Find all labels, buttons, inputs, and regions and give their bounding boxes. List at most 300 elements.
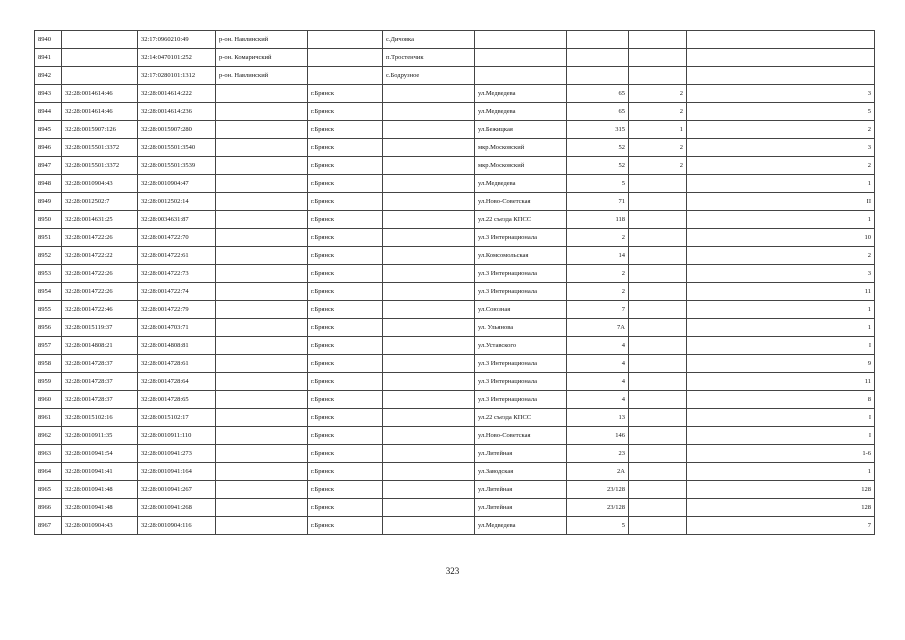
- apartment-cell: 8: [687, 391, 875, 409]
- row-number-cell: 8940: [35, 31, 62, 49]
- row-number-cell: 8952: [35, 247, 62, 265]
- city-cell: [308, 31, 383, 49]
- row-number-cell: 8967: [35, 517, 62, 535]
- table-row: [35, 85, 875, 103]
- settlement-cell: [383, 481, 475, 499]
- parent-cadastral-number-cell: 32:28:0015102:16: [62, 409, 138, 427]
- building-cell: 2: [629, 139, 687, 157]
- house-number-cell: 13: [567, 409, 629, 427]
- cadastral-number-cell: 32:28:0010904:116: [138, 517, 216, 535]
- city-cell: г.Брянск: [308, 211, 383, 229]
- row-number-cell: 8963: [35, 445, 62, 463]
- house-number-cell: 65: [567, 103, 629, 121]
- page-number: 323: [445, 566, 460, 576]
- apartment-cell: 128: [687, 481, 875, 499]
- table-row: [35, 373, 875, 391]
- street-cell: ул.22 съезда КПСС: [475, 409, 567, 427]
- parent-cadastral-number-cell: 32:28:0014631:25: [62, 211, 138, 229]
- apartment-cell: 1: [687, 211, 875, 229]
- building-cell: [629, 481, 687, 499]
- district-cell: р-он. Навлинский: [216, 67, 308, 85]
- house-number-cell: 146: [567, 427, 629, 445]
- table-row: [35, 193, 875, 211]
- house-number-cell: 118: [567, 211, 629, 229]
- row-number-cell: 8950: [35, 211, 62, 229]
- city-cell: г.Брянск: [308, 445, 383, 463]
- settlement-cell: [383, 301, 475, 319]
- house-number-cell: 65: [567, 85, 629, 103]
- cadastral-number-cell: 32:28:0015102:17: [138, 409, 216, 427]
- house-number-cell: [567, 67, 629, 85]
- parent-cadastral-number-cell: 32:28:0014722:26: [62, 265, 138, 283]
- table-row: [35, 121, 875, 139]
- house-number-cell: 4: [567, 337, 629, 355]
- row-number-cell: 8959: [35, 373, 62, 391]
- parent-cadastral-number-cell: 32:28:0015501:3372: [62, 157, 138, 175]
- district-cell: [216, 445, 308, 463]
- city-cell: г.Брянск: [308, 85, 383, 103]
- table-row: [35, 481, 875, 499]
- house-number-cell: 71: [567, 193, 629, 211]
- parent-cadastral-number-cell: 32:28:0014614:46: [62, 85, 138, 103]
- district-cell: [216, 409, 308, 427]
- house-number-cell: 4: [567, 355, 629, 373]
- district-cell: [216, 517, 308, 535]
- city-cell: г.Брянск: [308, 265, 383, 283]
- building-cell: [629, 319, 687, 337]
- apartment-cell: 10: [687, 229, 875, 247]
- settlement-cell: [383, 193, 475, 211]
- street-cell: ул.Ново-Советская: [475, 427, 567, 445]
- cadastral-number-cell: 32:28:0014703:71: [138, 319, 216, 337]
- apartment-cell: 2: [687, 157, 875, 175]
- building-cell: 1: [629, 121, 687, 139]
- table-row: [35, 391, 875, 409]
- house-number-cell: 23: [567, 445, 629, 463]
- settlement-cell: [383, 265, 475, 283]
- table-row: [35, 355, 875, 373]
- settlement-cell: [383, 157, 475, 175]
- parent-cadastral-number-cell: 32:28:0010904:43: [62, 175, 138, 193]
- cadastral-number-cell: 32:28:0014728:61: [138, 355, 216, 373]
- city-cell: г.Брянск: [308, 355, 383, 373]
- street-cell: ул.Медведева: [475, 85, 567, 103]
- parent-cadastral-number-cell: 32:28:0014728:37: [62, 373, 138, 391]
- row-number-cell: 8965: [35, 481, 62, 499]
- street-cell: ул.22 съезда КПСС: [475, 211, 567, 229]
- apartment-cell: I: [687, 337, 875, 355]
- cadastral-number-cell: 32:28:0012502:14: [138, 193, 216, 211]
- settlement-cell: [383, 121, 475, 139]
- building-cell: [629, 301, 687, 319]
- house-number-cell: 14: [567, 247, 629, 265]
- district-cell: [216, 499, 308, 517]
- settlement-cell: [383, 409, 475, 427]
- cadastral-number-cell: 32:14:0470101:252: [138, 49, 216, 67]
- settlement-cell: п.Тростенчик: [383, 49, 475, 67]
- city-cell: [308, 67, 383, 85]
- street-cell: ул.3 Интернационала: [475, 373, 567, 391]
- district-cell: [216, 355, 308, 373]
- parent-cadastral-number-cell: 32:28:0014722:26: [62, 229, 138, 247]
- house-number-cell: 2: [567, 229, 629, 247]
- row-number-cell: 8944: [35, 103, 62, 121]
- table-row: [35, 175, 875, 193]
- apartment-cell: 9: [687, 355, 875, 373]
- settlement-cell: [383, 517, 475, 535]
- parent-cadastral-number-cell: 32:28:0010941:54: [62, 445, 138, 463]
- building-cell: [629, 463, 687, 481]
- street-cell: ул.Уставского: [475, 337, 567, 355]
- apartment-cell: 2: [687, 247, 875, 265]
- row-number-cell: 8961: [35, 409, 62, 427]
- building-cell: [629, 175, 687, 193]
- district-cell: [216, 481, 308, 499]
- cadastral-number-cell: 32:28:0014728:64: [138, 373, 216, 391]
- building-cell: [629, 355, 687, 373]
- row-number-cell: 8947: [35, 157, 62, 175]
- district-cell: [216, 193, 308, 211]
- district-cell: [216, 229, 308, 247]
- street-cell: мкр.Московский: [475, 139, 567, 157]
- building-cell: 2: [629, 85, 687, 103]
- table-row: [35, 409, 875, 427]
- house-number-cell: 2А: [567, 463, 629, 481]
- district-cell: [216, 319, 308, 337]
- row-number-cell: 8955: [35, 301, 62, 319]
- district-cell: [216, 265, 308, 283]
- table-row: [35, 265, 875, 283]
- parent-cadastral-number-cell: 32:28:0012502:7: [62, 193, 138, 211]
- row-number-cell: 8954: [35, 283, 62, 301]
- cadastral-number-cell: 32:28:0015501:3539: [138, 157, 216, 175]
- district-cell: [216, 463, 308, 481]
- city-cell: г.Брянск: [308, 409, 383, 427]
- settlement-cell: [383, 391, 475, 409]
- city-cell: г.Брянск: [308, 247, 383, 265]
- cadastral-number-cell: 32:28:0014614:236: [138, 103, 216, 121]
- row-number-cell: 8957: [35, 337, 62, 355]
- building-cell: [629, 31, 687, 49]
- house-number-cell: 2: [567, 283, 629, 301]
- house-number-cell: 4: [567, 391, 629, 409]
- street-cell: ул.Литейная: [475, 445, 567, 463]
- row-number-cell: 8960: [35, 391, 62, 409]
- city-cell: г.Брянск: [308, 463, 383, 481]
- settlement-cell: [383, 247, 475, 265]
- table-row: [35, 157, 875, 175]
- building-cell: [629, 67, 687, 85]
- city-cell: г.Брянск: [308, 139, 383, 157]
- apartment-cell: 1-6: [687, 445, 875, 463]
- settlement-cell: [383, 139, 475, 157]
- row-number-cell: 8956: [35, 319, 62, 337]
- district-cell: р-он. Навлинский: [216, 31, 308, 49]
- table-row: [35, 283, 875, 301]
- city-cell: г.Брянск: [308, 193, 383, 211]
- district-cell: [216, 427, 308, 445]
- building-cell: [629, 283, 687, 301]
- cadastral-number-cell: 32:17:0280101:1312: [138, 67, 216, 85]
- cadastral-number-cell: 32:28:0014722:79: [138, 301, 216, 319]
- apartment-cell: 5: [687, 103, 875, 121]
- street-cell: мкр.Московский: [475, 157, 567, 175]
- street-cell: ул.Союзная: [475, 301, 567, 319]
- building-cell: [629, 427, 687, 445]
- house-number-cell: 315: [567, 121, 629, 139]
- building-cell: 2: [629, 103, 687, 121]
- house-number-cell: 7: [567, 301, 629, 319]
- street-cell: ул.3 Интернационала: [475, 283, 567, 301]
- city-cell: г.Брянск: [308, 481, 383, 499]
- district-cell: [216, 121, 308, 139]
- apartment-cell: 3: [687, 265, 875, 283]
- house-number-cell: 23/128: [567, 499, 629, 517]
- table-row: [35, 463, 875, 481]
- building-cell: [629, 409, 687, 427]
- city-cell: [308, 49, 383, 67]
- table-row: [35, 499, 875, 517]
- house-number-cell: [567, 31, 629, 49]
- city-cell: г.Брянск: [308, 157, 383, 175]
- apartment-cell: 2: [687, 121, 875, 139]
- district-cell: [216, 337, 308, 355]
- house-number-cell: 4: [567, 373, 629, 391]
- apartment-cell: 1: [687, 463, 875, 481]
- table-row: [35, 247, 875, 265]
- apartment-cell: [687, 49, 875, 67]
- apartment-cell: 128: [687, 499, 875, 517]
- apartment-cell: I: [687, 427, 875, 445]
- building-cell: [629, 211, 687, 229]
- apartment-cell: 1: [687, 175, 875, 193]
- row-number-cell: 8964: [35, 463, 62, 481]
- district-cell: [216, 247, 308, 265]
- table-row: [35, 229, 875, 247]
- building-cell: [629, 337, 687, 355]
- cadastral-number-cell: 32:28:0015501:3540: [138, 139, 216, 157]
- settlement-cell: [383, 85, 475, 103]
- building-cell: [629, 445, 687, 463]
- apartment-cell: 7: [687, 517, 875, 535]
- street-cell: ул.3 Интернационала: [475, 391, 567, 409]
- table-row: [35, 103, 875, 121]
- cadastral-number-cell: 32:17:0960210:49: [138, 31, 216, 49]
- apartment-cell: 3: [687, 139, 875, 157]
- street-cell: ул.3 Интернационала: [475, 265, 567, 283]
- parent-cadastral-number-cell: [62, 49, 138, 67]
- settlement-cell: [383, 283, 475, 301]
- settlement-cell: [383, 355, 475, 373]
- street-cell: ул.Ново-Советская: [475, 193, 567, 211]
- city-cell: г.Брянск: [308, 103, 383, 121]
- building-cell: [629, 193, 687, 211]
- settlement-cell: [383, 319, 475, 337]
- city-cell: г.Брянск: [308, 427, 383, 445]
- table-row: [35, 337, 875, 355]
- apartment-cell: [687, 67, 875, 85]
- row-number-cell: 8943: [35, 85, 62, 103]
- city-cell: г.Брянск: [308, 175, 383, 193]
- table-row: [35, 139, 875, 157]
- parent-cadastral-number-cell: 32:28:0015907:126: [62, 121, 138, 139]
- city-cell: г.Брянск: [308, 301, 383, 319]
- settlement-cell: [383, 229, 475, 247]
- street-cell: ул.Заводская: [475, 463, 567, 481]
- row-number-cell: 8942: [35, 67, 62, 85]
- house-number-cell: 7А: [567, 319, 629, 337]
- house-number-cell: 52: [567, 139, 629, 157]
- row-number-cell: 8949: [35, 193, 62, 211]
- cadastral-number-cell: 32:28:0010941:273: [138, 445, 216, 463]
- table-row: [35, 49, 875, 67]
- city-cell: г.Брянск: [308, 283, 383, 301]
- building-cell: [629, 247, 687, 265]
- cadastral-number-cell: 32:28:0014722:73: [138, 265, 216, 283]
- parent-cadastral-number-cell: 32:28:0010941:41: [62, 463, 138, 481]
- settlement-cell: [383, 373, 475, 391]
- building-cell: [629, 373, 687, 391]
- row-number-cell: 8945: [35, 121, 62, 139]
- city-cell: г.Брянск: [308, 319, 383, 337]
- table-row: [35, 67, 875, 85]
- apartment-cell: 11: [687, 283, 875, 301]
- parent-cadastral-number-cell: 32:28:0014722:46: [62, 301, 138, 319]
- apartment-cell: 11: [687, 373, 875, 391]
- settlement-cell: [383, 175, 475, 193]
- parent-cadastral-number-cell: 32:28:0010941:48: [62, 499, 138, 517]
- apartment-cell: 3: [687, 85, 875, 103]
- street-cell: ул.3 Интернационала: [475, 355, 567, 373]
- cadastral-number-cell: 32:28:0014722:74: [138, 283, 216, 301]
- cadastral-number-cell: 32:28:0014722:70: [138, 229, 216, 247]
- house-number-cell: 23/128: [567, 481, 629, 499]
- settlement-cell: [383, 499, 475, 517]
- settlement-cell: [383, 463, 475, 481]
- cadastral-number-cell: 32:28:0010904:47: [138, 175, 216, 193]
- cadastral-number-cell: 32:28:0010941:268: [138, 499, 216, 517]
- building-cell: [629, 265, 687, 283]
- building-cell: [629, 517, 687, 535]
- table-row: [35, 427, 875, 445]
- street-cell: ул.Литейная: [475, 499, 567, 517]
- table-row: [35, 517, 875, 535]
- settlement-cell: [383, 103, 475, 121]
- apartment-cell: 1: [687, 319, 875, 337]
- building-cell: [629, 391, 687, 409]
- district-cell: [216, 139, 308, 157]
- settlement-cell: с.Дичовка: [383, 31, 475, 49]
- cadastral-number-cell: 32:28:0014614:222: [138, 85, 216, 103]
- house-number-cell: 2: [567, 265, 629, 283]
- parent-cadastral-number-cell: 32:28:0014722:26: [62, 283, 138, 301]
- table-row: [35, 211, 875, 229]
- parent-cadastral-number-cell: 32:28:0014728:37: [62, 355, 138, 373]
- settlement-cell: [383, 445, 475, 463]
- cadastral-number-cell: 32:28:0015907:280: [138, 121, 216, 139]
- district-cell: [216, 373, 308, 391]
- parent-cadastral-number-cell: 32:28:0014614:46: [62, 103, 138, 121]
- cadastral-number-cell: 32:28:0014808:81: [138, 337, 216, 355]
- street-cell: [475, 31, 567, 49]
- building-cell: 2: [629, 157, 687, 175]
- street-cell: ул. Ульянова: [475, 319, 567, 337]
- settlement-cell: с.Бодрузное: [383, 67, 475, 85]
- row-number-cell: 8962: [35, 427, 62, 445]
- row-number-cell: 8941: [35, 49, 62, 67]
- cadastral-number-cell: 32:28:0010911:110: [138, 427, 216, 445]
- row-number-cell: 8953: [35, 265, 62, 283]
- parent-cadastral-number-cell: 32:28:0010911:35: [62, 427, 138, 445]
- city-cell: г.Брянск: [308, 391, 383, 409]
- district-cell: [216, 211, 308, 229]
- city-cell: г.Брянск: [308, 373, 383, 391]
- registry-table: [34, 30, 875, 535]
- street-cell: ул.Бежицкая: [475, 121, 567, 139]
- street-cell: ул.Медведева: [475, 103, 567, 121]
- apartment-cell: II: [687, 193, 875, 211]
- cadastral-number-cell: 32:28:0034631:87: [138, 211, 216, 229]
- city-cell: г.Брянск: [308, 121, 383, 139]
- table-row: [35, 31, 875, 49]
- parent-cadastral-number-cell: 32:28:0014808:21: [62, 337, 138, 355]
- house-number-cell: 5: [567, 517, 629, 535]
- parent-cadastral-number-cell: [62, 67, 138, 85]
- row-number-cell: 8958: [35, 355, 62, 373]
- parent-cadastral-number-cell: [62, 31, 138, 49]
- row-number-cell: 8966: [35, 499, 62, 517]
- table-row: [35, 319, 875, 337]
- district-cell: [216, 391, 308, 409]
- cadastral-number-cell: 32:28:0010941:164: [138, 463, 216, 481]
- district-cell: [216, 283, 308, 301]
- row-number-cell: 8951: [35, 229, 62, 247]
- district-cell: [216, 157, 308, 175]
- parent-cadastral-number-cell: 32:28:0015119:37: [62, 319, 138, 337]
- city-cell: г.Брянск: [308, 337, 383, 355]
- settlement-cell: [383, 211, 475, 229]
- settlement-cell: [383, 427, 475, 445]
- apartment-cell: 1: [687, 301, 875, 319]
- city-cell: г.Брянск: [308, 499, 383, 517]
- parent-cadastral-number-cell: 32:28:0010941:48: [62, 481, 138, 499]
- table-row: [35, 445, 875, 463]
- table-row: [35, 301, 875, 319]
- street-cell: ул.Литейная: [475, 481, 567, 499]
- street-cell: ул.Медведева: [475, 175, 567, 193]
- building-cell: [629, 499, 687, 517]
- district-cell: [216, 103, 308, 121]
- street-cell: ул.Комсомольская: [475, 247, 567, 265]
- building-cell: [629, 49, 687, 67]
- cadastral-number-cell: 32:28:0014722:61: [138, 247, 216, 265]
- street-cell: [475, 49, 567, 67]
- city-cell: г.Брянск: [308, 517, 383, 535]
- parent-cadastral-number-cell: 32:28:0014722:22: [62, 247, 138, 265]
- settlement-cell: [383, 337, 475, 355]
- house-number-cell: 5: [567, 175, 629, 193]
- row-number-cell: 8948: [35, 175, 62, 193]
- apartment-cell: [687, 31, 875, 49]
- house-number-cell: 52: [567, 157, 629, 175]
- cadastral-number-cell: 32:28:0014728:65: [138, 391, 216, 409]
- apartment-cell: I: [687, 409, 875, 427]
- district-cell: [216, 301, 308, 319]
- parent-cadastral-number-cell: 32:28:0014728:37: [62, 391, 138, 409]
- district-cell: [216, 85, 308, 103]
- parent-cadastral-number-cell: 32:28:0015501:3372: [62, 139, 138, 157]
- city-cell: г.Брянск: [308, 229, 383, 247]
